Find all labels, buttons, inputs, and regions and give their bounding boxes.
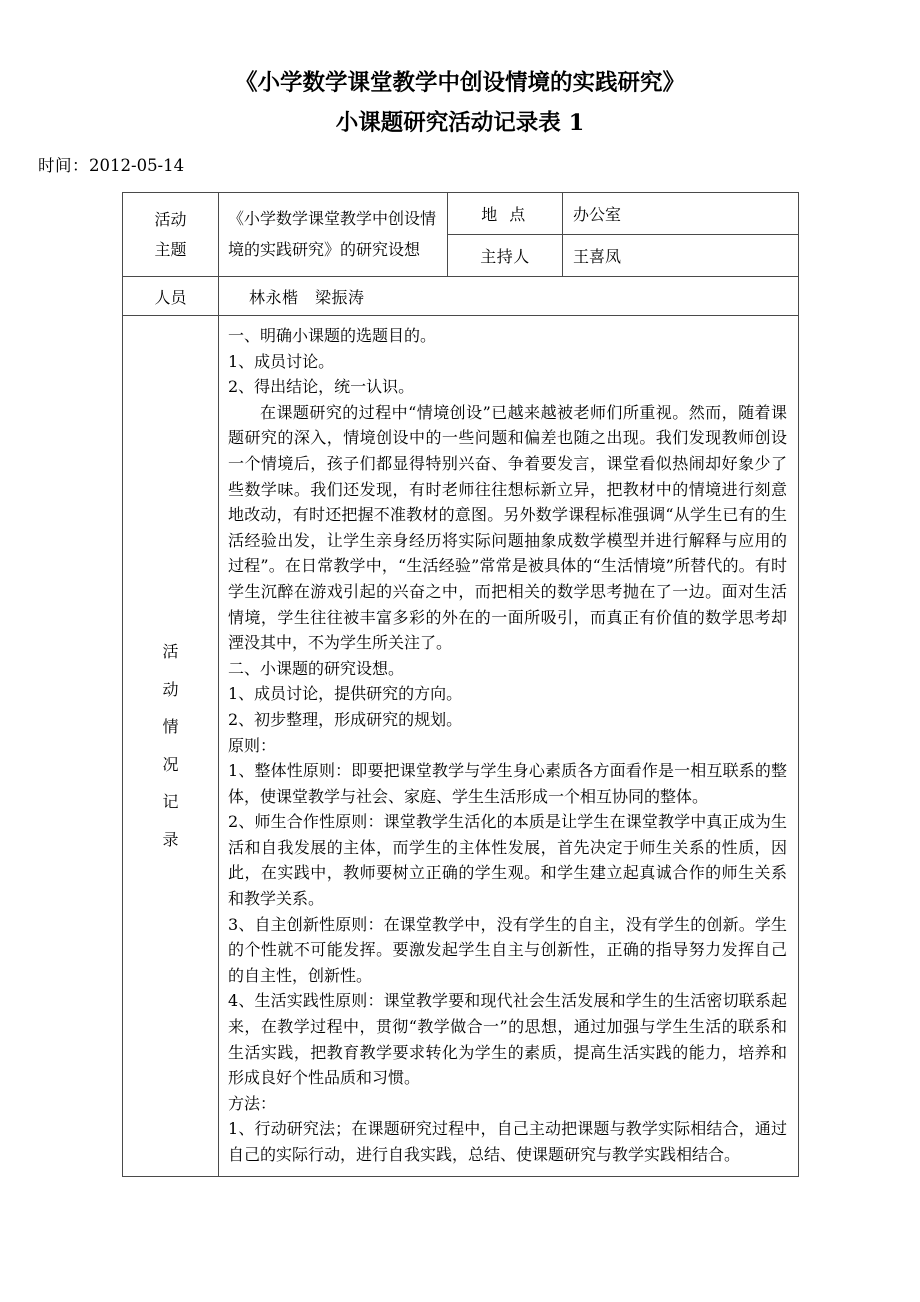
record-paragraph: 在课题研究的过程中“情境创设”已越来越被老师们所重视。然而，随着课题研究的深入，情境创设中的一些问题和偏差也随之出现。我们发现教师创设一个情境后，孩子们都显得特别兴奋、争着要发言，课堂看似热闹却好象少了些数学味。我们还发现，有时老师往往想标新立异，把教材中的情境进行刻意地改动，有时还把握不准教材的意图。另外数学课程标准强调“从学生已有的生活经验出发，让学生亲身经历将实际问题抽象成数学模型并进行解释与应用的过程”。在日常教学中，“生活经验”常常是被具体的“生活情境”所替代的。有时学生沉醉在游戏引起的兴奋之中，而把相关的数学思考抛在了一边。面对生活情境，学生往往被丰富多彩的外在的一面所吸引，而真正有价值的数学思考却湮没其中，不为学生所关注了。 — [228, 402, 787, 653]
record-paragraph: 原则： — [228, 735, 277, 755]
record-paragraph: 1、整体性原则：即要把课堂教学与学生身心素质各方面看作是一相互联系的整体，使课堂教学与社会、家庭、学生生活形成一个相互协同的整体。 — [228, 761, 787, 806]
record-row-content — [219, 316, 799, 1177]
place-value: 办公室 — [563, 193, 799, 235]
record-paragraph: 2、得出结论，统一认识。 — [228, 377, 415, 397]
record-paragraph: 2、初步整理，形成研究的规划。 — [228, 709, 463, 729]
record-label-char: 动 — [162, 679, 179, 699]
theme-row-label — [123, 193, 219, 277]
staff-row-label: 人员 — [123, 277, 219, 316]
document-title-main: 《小学数学课堂教学中创设情境的实践研究》 — [234, 70, 685, 96]
table-row-record — [123, 316, 799, 1177]
record-label-char: 录 — [162, 829, 179, 849]
record-paragraph: 1、行动研究法；在课题研究过程中，自己主动把课题与教学实际相结合，通过自己的实际行动，进行自我实践，总结、使课题研究与教学实践相结合。 — [228, 1119, 787, 1164]
record-row-label — [123, 316, 219, 1177]
record-paragraph: 二、小课题的研究设想。 — [228, 658, 405, 678]
record-paragraph: 一、明确小课题的选题目的。 — [228, 326, 437, 345]
record-paragraph: 方法： — [228, 1093, 277, 1113]
record-paragraph: 1、成员讨论，提供研究的方向。 — [228, 684, 463, 704]
theme-label-line-2: 主题 — [154, 239, 187, 259]
record-label-char: 况 — [162, 754, 179, 774]
theme-subject-value: 《小学数学课堂教学中创设情境的实践研究》的研究设想 — [219, 193, 448, 277]
document-title-sub: 小课题研究活动记录表 1 — [335, 109, 585, 136]
record-label-char: 情 — [162, 717, 179, 737]
record-label-char: 记 — [162, 792, 179, 812]
theme-label-line-1: 活动 — [154, 209, 187, 229]
activity-record-table — [122, 192, 799, 1177]
date-value: 2012-05-14 — [89, 156, 185, 175]
title-block — [0, 0, 920, 134]
table-row-theme — [123, 193, 799, 235]
record-paragraph: 3、自主创新性原则：在课堂教学中，没有学生的自主，没有学生的创新。学生的个性就不可能发挥。要激发起学生自主与创新性，正确的指导努力发挥自己的自主性，创新性。 — [228, 914, 787, 985]
record-paragraph: 4、生活实践性原则：课堂教学要和现代社会生活发展和学生的生活密切联系起来，在教学过程中，贯彻“教学做合一”的思想，通过加强与学生生活的联系和生活实践，把教育教学要求转化为学生的素质，提高生活实践的能力，培养和形成良好个性品质和习惯。 — [228, 991, 787, 1088]
table-row-staff — [123, 277, 799, 316]
staff-row-value: 林永楷 梁振涛 — [219, 277, 799, 316]
record-paragraph: 2、师生合作性原则：课堂教学生活化的本质是让学生在课堂教学中真正成为生活和自我发展的主体，而学生的主体性发展，首先决定于师生关系的性质，因此，在实践中，教师要树立正确的学生观。和学生建立起真诚合作的师生关系和教学关系。 — [228, 812, 787, 909]
record-paragraph: 1、成员讨论。 — [228, 351, 335, 371]
date-line — [0, 158, 920, 175]
record-label-char: 活 — [162, 642, 179, 662]
host-key: 主持人 — [448, 235, 563, 277]
date-label: 时间： — [38, 156, 89, 175]
host-value: 王喜凤 — [563, 235, 799, 277]
place-key: 地 点 — [448, 193, 563, 235]
